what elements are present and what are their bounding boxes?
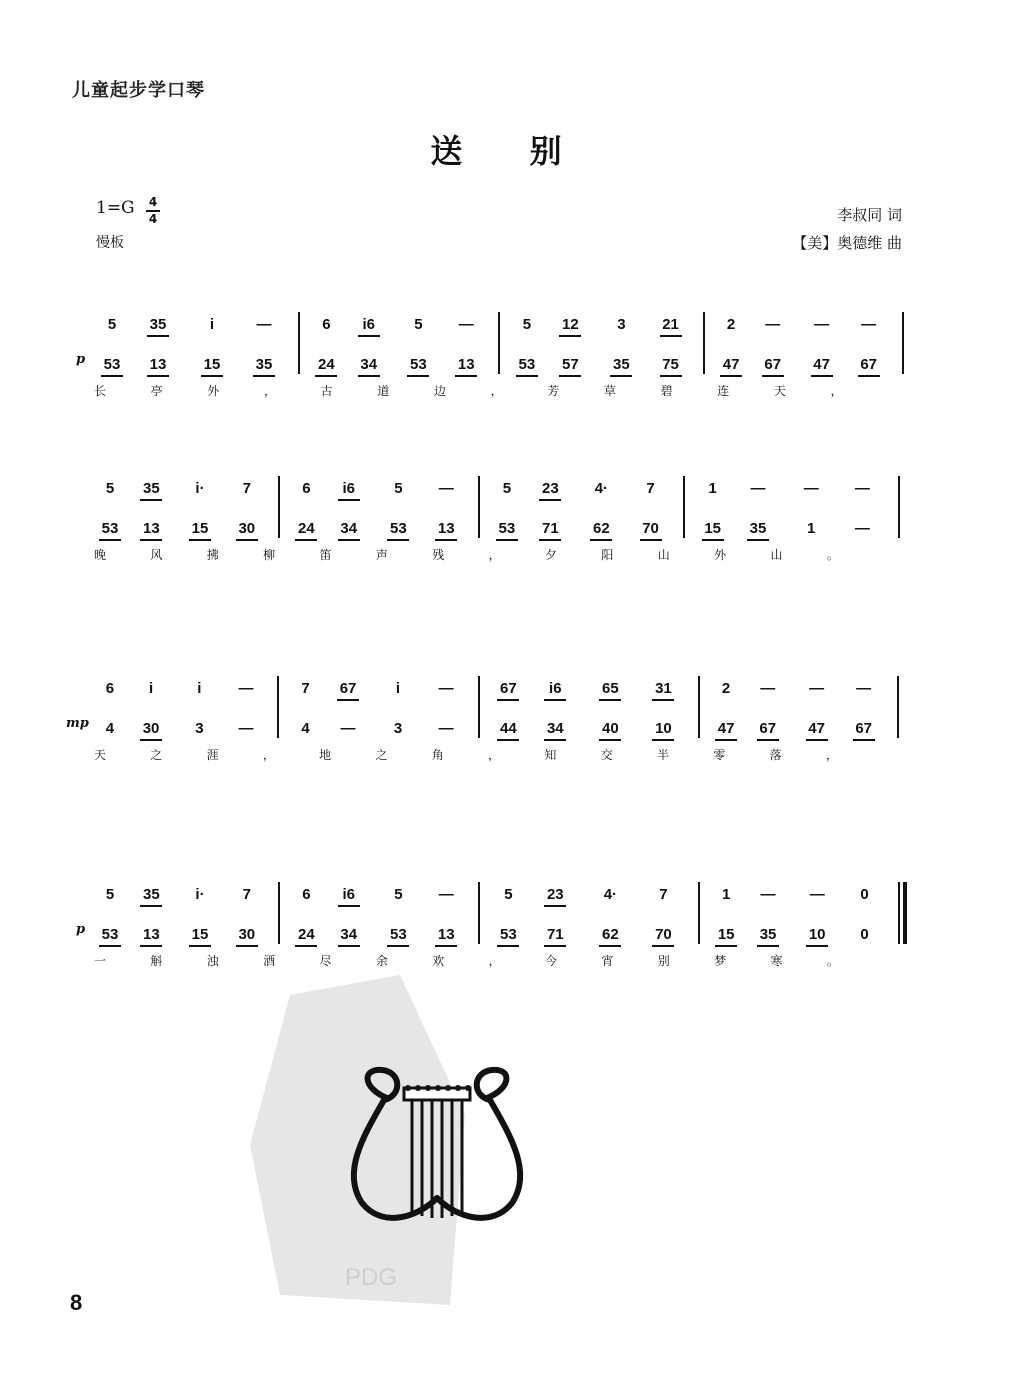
lyric-character: ， [488, 954, 501, 968]
lyric-character: 边 [433, 384, 446, 398]
melody-note: 2 [721, 680, 731, 697]
beam-underline [559, 335, 581, 337]
lyricist-credit: 李叔同 词 [837, 206, 902, 224]
harmony-note: 30 [142, 720, 160, 737]
lyric-character: 声 [375, 548, 388, 562]
harmony-note: 1 [807, 520, 816, 537]
barline [478, 676, 480, 738]
beam-underline [455, 375, 477, 377]
melody-note: 3 [617, 316, 626, 333]
harmony-note: 10 [808, 926, 826, 943]
beam-underline [811, 375, 833, 377]
melody-note: — [438, 680, 454, 697]
beam-underline [496, 539, 518, 541]
harmony-note: 47 [722, 356, 740, 373]
harmony-note: 57 [562, 356, 579, 373]
beam-underline [358, 375, 380, 377]
harmony-note: 53 [410, 356, 427, 373]
beam-underline [189, 539, 211, 541]
lyric-character: 角 [431, 748, 444, 762]
beam-underline [338, 945, 360, 947]
harmony-note: 70 [655, 926, 672, 943]
melody-note: — [803, 480, 819, 497]
harmony-note: 47 [717, 720, 735, 737]
beam-underline [140, 739, 162, 741]
melody-note: 1 [722, 886, 731, 903]
harmony-note: — [340, 720, 356, 737]
harmony-note: 53 [390, 520, 407, 537]
lyric-character: 尽 [319, 954, 332, 968]
beam-underline [387, 539, 409, 541]
lyric-character: ， [825, 748, 838, 762]
dynamic-marking: p [76, 352, 86, 367]
harmony-note: 15 [717, 926, 735, 943]
barline [298, 312, 300, 374]
melody-note: 35 [143, 480, 160, 497]
melody-note: 6 [302, 480, 311, 497]
melody-note: 21 [662, 316, 679, 333]
melody-note: i6 [342, 480, 355, 497]
composer-credit: 【美】奥德维 曲 [792, 234, 902, 252]
lyre-icon [342, 1058, 532, 1238]
lyric-character: 地 [319, 748, 332, 762]
lyric-character: 半 [656, 748, 670, 762]
lyric-character: 碧 [660, 384, 673, 398]
melody-note: 23 [546, 886, 564, 903]
beam-underline [640, 539, 662, 541]
lyric-character: 天 [773, 384, 786, 398]
barline [478, 476, 480, 538]
melody-note: 7 [242, 886, 251, 903]
beam-underline [853, 739, 875, 741]
beam-underline [387, 945, 409, 947]
harmony-note: 4 [301, 720, 310, 737]
melody-note: 5 [105, 886, 115, 903]
melody-note: 5 [502, 480, 512, 497]
harmony-note: 24 [318, 356, 335, 373]
beam-underline [539, 539, 561, 541]
beam-underline [358, 335, 380, 337]
melody-note: 5 [394, 480, 403, 497]
tempo-marking: 慢板 [96, 235, 124, 251]
beam-underline [757, 739, 779, 741]
melody-note: 35 [143, 886, 160, 903]
lyric-character: 宵 [601, 954, 614, 968]
harmony-note: 15 [191, 520, 209, 537]
harmony-note: 30 [238, 520, 256, 537]
lyric-character: ， [830, 384, 843, 398]
barline [898, 476, 900, 538]
lyric-character: 道 [377, 384, 390, 398]
harmony-note: 47 [813, 356, 830, 373]
barline [278, 882, 280, 944]
beam-underline [147, 335, 169, 337]
beam-underline [497, 945, 519, 947]
melody-note: — [438, 886, 454, 903]
beam-underline [806, 739, 828, 741]
beam-underline [101, 375, 123, 377]
melody-note: 2 [726, 316, 736, 333]
melody-note: 12 [562, 316, 579, 333]
melody-note: 4· [594, 480, 609, 497]
barline [898, 882, 900, 944]
lyric-character: 笛 [319, 548, 332, 562]
lyric-character: 欢 [432, 954, 445, 968]
beam-underline [140, 539, 162, 541]
lyric-character: 亭 [150, 384, 163, 398]
melody-note: i6 [549, 680, 562, 697]
beam-underline [253, 375, 275, 377]
harmony-note: 35 [749, 520, 767, 537]
melody-note: 5 [414, 316, 423, 333]
page-number: 8 [70, 1290, 83, 1315]
beam-underline [236, 945, 258, 947]
beam-underline [338, 905, 360, 907]
melody-note: 65 [602, 680, 619, 697]
harmony-note: 67 [764, 356, 782, 373]
lyric-character: 之 [375, 748, 388, 762]
barline [277, 676, 279, 738]
lyric-character: 连 [717, 384, 730, 398]
melody-note: — [765, 316, 781, 333]
melody-note: 0 [860, 886, 869, 903]
harmony-note: 70 [642, 520, 659, 537]
dynamic-marking: mp [66, 716, 89, 731]
beam-underline [544, 739, 566, 741]
lyric-character: 外 [714, 548, 727, 562]
beam-underline [702, 539, 724, 541]
harmony-note: 35 [759, 926, 777, 943]
beam-underline [544, 945, 566, 947]
beam-underline [720, 375, 742, 377]
lyric-character: 交 [600, 748, 613, 762]
lyric-character: 之 [150, 748, 163, 762]
lyric-character: 山 [770, 548, 783, 562]
beam-underline [757, 945, 779, 947]
beam-underline [806, 945, 828, 947]
melody-note: — [854, 480, 870, 497]
barline [703, 312, 705, 374]
beam-underline [189, 945, 211, 947]
melody-note: 5 [107, 316, 117, 333]
harmony-note: 24 [298, 926, 315, 943]
melody-note: 6 [105, 680, 115, 697]
harmony-note: 15 [203, 356, 221, 373]
beam-underline [599, 699, 621, 701]
book-brand-header: 儿童起步学口琴 [72, 80, 205, 101]
beam-underline [610, 375, 632, 377]
harmony-note: 13 [143, 926, 160, 943]
lyric-character: 今 [544, 954, 557, 968]
lyric-character: 草 [603, 384, 616, 398]
melody-note: 1 [708, 480, 717, 497]
harmony-note: 3 [195, 720, 204, 737]
beam-underline [599, 739, 621, 741]
lyric-character: ， [262, 748, 275, 762]
harmony-note: 75 [662, 356, 679, 373]
melody-note: — [809, 680, 825, 697]
beam-underline [715, 945, 737, 947]
melody-note: 5 [504, 886, 513, 903]
lyric-character: ， [488, 548, 501, 562]
melody-note: i [209, 316, 215, 333]
harmony-note: 67 [860, 356, 877, 373]
melody-note: 5 [522, 316, 532, 333]
lyric-character: 夕 [544, 548, 557, 562]
harmony-note: 13 [143, 520, 160, 537]
barline [478, 882, 480, 944]
beam-underline [140, 905, 162, 907]
lyric-character: 。 [826, 548, 839, 562]
melody-note: 23 [542, 480, 559, 497]
harmony-note: 53 [390, 926, 407, 943]
beam-underline [660, 375, 682, 377]
harmony-note: — [438, 720, 454, 737]
beam-underline [201, 375, 223, 377]
melody-note: i· [195, 480, 205, 497]
beam-underline [99, 539, 121, 541]
beam-underline [516, 375, 538, 377]
beam-underline [140, 945, 162, 947]
harmony-note: 71 [546, 926, 564, 943]
beam-underline [652, 699, 674, 701]
beam-underline [599, 945, 621, 947]
harmony-note: 10 [655, 720, 672, 737]
barline [683, 476, 685, 538]
melody-note: — [750, 480, 766, 497]
melody-note: — [809, 886, 825, 903]
watermark-text: PDG [345, 1264, 398, 1291]
beam-underline [539, 499, 561, 501]
beam-underline [435, 945, 457, 947]
lyric-character: 晚 [93, 548, 107, 562]
melody-note: 67 [500, 680, 517, 697]
harmony-note: 53 [518, 356, 536, 373]
harmony-note: 24 [298, 520, 315, 537]
melody-note: 7 [242, 480, 251, 497]
beam-underline [140, 499, 162, 501]
melody-note: — [856, 680, 872, 697]
melody-note: 67 [339, 680, 357, 697]
beam-underline [407, 375, 429, 377]
beam-underline [338, 539, 360, 541]
time-signature-top: 4 [148, 195, 158, 209]
harmony-note: 53 [103, 356, 121, 373]
harmony-note: 53 [500, 926, 517, 943]
melody-note: i [148, 680, 154, 697]
harmony-note: 47 [808, 720, 825, 737]
barline [498, 312, 500, 374]
melody-note: 7 [646, 480, 655, 497]
lyric-character: 酒 [263, 954, 276, 968]
beam-underline [337, 699, 359, 701]
harmony-note: 62 [593, 520, 610, 537]
melody-note: — [458, 316, 474, 333]
harmony-note: 13 [457, 356, 475, 373]
beam-underline [762, 375, 784, 377]
harmony-note: 3 [393, 720, 403, 737]
lyric-character: 拂 [206, 548, 219, 562]
harmony-note: — [854, 520, 870, 537]
melody-note: i6 [342, 886, 355, 903]
harmony-note: 53 [498, 520, 516, 537]
melody-note: 35 [149, 316, 167, 333]
harmony-note: 67 [759, 720, 777, 737]
lyric-character: 斛 [150, 954, 163, 968]
melody-note: i [395, 680, 401, 697]
harmony-note: 44 [500, 720, 517, 737]
beam-underline [315, 375, 337, 377]
harmony-note: 13 [437, 926, 455, 943]
melody-note: i6 [362, 316, 375, 333]
lyric-character: 古 [320, 384, 333, 398]
melody-note: i [197, 680, 202, 697]
lyric-character: 寒 [770, 954, 783, 968]
harmony-note: 15 [704, 520, 722, 537]
melody-note: 31 [655, 680, 672, 697]
harmony-note: 34 [360, 356, 378, 373]
song-title: 送 别 [430, 132, 590, 170]
beam-underline [544, 905, 566, 907]
harmony-note: 62 [602, 926, 619, 943]
beam-underline [858, 375, 880, 377]
beam-underline [747, 539, 769, 541]
beam-underline [236, 539, 258, 541]
lyric-character: 涯 [206, 748, 219, 762]
lyric-character: ， [490, 384, 503, 398]
lyric-character: 外 [207, 384, 220, 398]
lyric-character: ， [263, 384, 276, 398]
harmony-note: 53 [101, 926, 119, 943]
lyric-character: 知 [544, 748, 557, 762]
lyric-character: ， [488, 748, 501, 762]
melody-note: — [438, 480, 454, 497]
key-signature: 1=G [96, 198, 135, 218]
harmony-note: 0 [860, 926, 869, 943]
barline [902, 312, 904, 374]
barline [698, 676, 700, 738]
melody-note: 7 [659, 886, 668, 903]
beam-underline [497, 739, 519, 741]
lyric-character: 风 [150, 548, 163, 562]
melody-note: — [814, 316, 830, 333]
lyric-character: 芳 [547, 384, 560, 398]
beam-underline [559, 375, 581, 377]
time-signature-bottom: 4 [148, 211, 158, 226]
harmony-note: 71 [542, 520, 559, 537]
lyric-character: 长 [93, 384, 107, 398]
time-signature [146, 196, 160, 226]
final-barline [903, 882, 907, 944]
lyric-character: 残 [432, 548, 445, 562]
melody-note: 5 [394, 886, 403, 903]
harmony-note: 67 [855, 720, 872, 737]
lyric-character: 零 [713, 748, 726, 762]
beam-underline [715, 739, 737, 741]
melody-note: 6 [322, 316, 331, 333]
beam-underline [295, 945, 317, 947]
beam-underline [652, 739, 674, 741]
melody-note: — [861, 316, 877, 333]
barline [278, 476, 280, 538]
lyric-character: 山 [657, 548, 670, 562]
barline [897, 676, 899, 738]
barline [698, 882, 700, 944]
beam-underline [435, 539, 457, 541]
lyric-character: 一 [93, 954, 107, 968]
melody-note: — [238, 680, 254, 697]
harmony-note: 30 [238, 926, 256, 943]
harmony-note: — [238, 720, 254, 737]
melody-note: 7 [301, 680, 310, 697]
harmony-note: 40 [602, 720, 619, 737]
harmony-note: 53 [101, 520, 119, 537]
lyric-character: 柳 [263, 548, 276, 562]
beam-underline [652, 945, 674, 947]
harmony-note: 4 [105, 720, 115, 737]
beam-underline [497, 699, 519, 701]
lyric-character: 别 [657, 954, 670, 968]
melody-note: i· [195, 886, 205, 903]
harmony-note: 34 [546, 720, 564, 737]
beam-underline [660, 335, 682, 337]
melody-note: — [760, 886, 776, 903]
melody-note: 6 [302, 886, 311, 903]
melody-note: — [760, 680, 776, 697]
lyric-character: 天 [93, 748, 107, 762]
beam-underline [544, 699, 566, 701]
harmony-note: 13 [437, 520, 455, 537]
dynamic-marking: p [76, 922, 86, 937]
lyric-character: 落 [769, 748, 782, 762]
harmony-note: 34 [340, 926, 358, 943]
lyric-character: 浊 [206, 954, 219, 968]
beam-underline [99, 945, 121, 947]
melody-note: — [256, 316, 272, 333]
lyric-character: 梦 [714, 954, 727, 968]
harmony-note: 13 [149, 356, 167, 373]
lyric-character: 阳 [601, 548, 614, 562]
lyric-character: 。 [826, 954, 839, 968]
harmony-note: 35 [613, 356, 630, 373]
harmony-note: 15 [191, 926, 209, 943]
harmony-note: 35 [255, 356, 273, 373]
melody-note: 5 [105, 480, 115, 497]
lyric-character: 余 [375, 954, 388, 968]
beam-underline [147, 375, 169, 377]
beam-underline [590, 539, 612, 541]
beam-underline [338, 499, 360, 501]
melody-note: 4· [603, 886, 618, 903]
harmony-note: 34 [340, 520, 358, 537]
beam-underline [295, 539, 317, 541]
